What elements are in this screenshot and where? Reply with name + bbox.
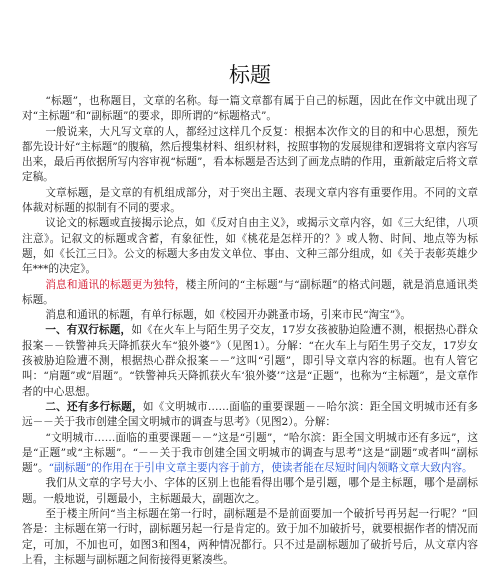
paragraph-genre-titles: 议论文的标题或直接揭示论点，如《反对自由主义》，或揭示文章内容，如《三大纪律，八项注意》。记叙文的标题或含蓄，有象征性，如《桃花是怎样开的？》或人物、时间、地点等为标题，如《长江三日》。公文的标题大多由发文单位、事由、文种三部分组成，如《关于表彰英雄少年***的决定》。 xyxy=(22,217,478,276)
section-heading-double-line: 一、有双行标题， xyxy=(45,324,132,337)
paragraph-title-role: 文章标题，是文章的有机组成部分，对于突出主题、表现文章内容有重要作用。不同的文章体裁对标题的拟制有不同的要求。 xyxy=(22,186,478,215)
section-heading-multi-line: 二、还有多行标题， xyxy=(45,400,143,413)
paragraph-breakdown xyxy=(22,431,478,477)
paragraph-intro: “标题”，也称题目，文章的名称。每一篇文章都有属于自己的标题，因此在作文中就出现了对“主标题”和“副标题”的要求，即所谓的“标题格式”。 xyxy=(22,95,478,123)
paragraph-single-line: 消息和通讯的标题，有单行标题，如《校园开办跳蚤市场，引来市民“淘宝”》。 xyxy=(45,309,412,322)
paragraph-font-size: 我们从文章的字号大小、字体的区别上也能看得出哪个是引题，哪个是主标题，哪个是副标题。一般地说，引题最小，主标题最大，副题次之。 xyxy=(22,477,478,505)
document-title: 标题 xyxy=(229,63,271,87)
paragraph-news-titles xyxy=(22,278,478,309)
paragraph-news-titles-rest: 楼主所问的“主标题”与“副标题”的格式问题，就是消息通讯类标题。 xyxy=(22,278,478,306)
paragraph-multi-line xyxy=(22,400,478,431)
highlight-blue-text: “副标题”的作用在于引申文章主要内容于前方，使读者能在尽短时间内领略文章大致内容。 xyxy=(48,462,473,475)
paragraph-dash-question: 至于楼主所问“当主标题在第一行时，副标题是不是前面要加一个破折号再另起一行呢？”回答是：主标题在第一行时，副标题另起一行是肯定的。致于加不加破折号，就要根据作者的情况而定，可加，不加也可，如图3和图4，两种情况都行。只不过是副标题加了破折号后，从文章内容上看，主标题与副标题之间衔接得更紧凑些。 xyxy=(22,508,478,566)
highlight-red-text: 消息和通讯的标题更为独特， xyxy=(45,278,186,291)
paragraph-double-line-rest: 如《在火车上与陌生男子交友，17岁女孩被胁迫险遭不测，根据热心群众报案－－铁警神兵天降抓获火车“狼外婆”》（见图1）。分解：“在火车上与陌生男子交友，17岁女孩被胁迫险遭不测，根据热心群众报案－－”这叫“引题”，即引导文章内容的标题。也有人管它叫：“肩题”或“眉题”。“铁警神兵天降抓获火车‘狼外婆’”这是“正题”，也称为“主标题”，是文章作者的中心思想。 xyxy=(22,324,479,398)
paragraph-multi-line-rest: 如《文明城市……面临的重要课题－－哈尔滨：距全国文明城市还有多远－－关于我市创建全国文明城市的调查与思考》（见图2）。分解： xyxy=(22,400,479,429)
paragraph-breakdown-text: “文明城市……面临的重要课题－－”这是“引题”，“哈尔滨：距全国文明城市还有多远”，这是“正题”或“主标题”。“－－关于我市创建全国文明城市的调查与思考”这是“副题”或者叫“副标题”。 xyxy=(22,431,478,475)
paragraph-writing-process: 一般说来，大凡写文章的人，都经过这样几个反复：根据本次作文的目的和中心思想，预先都先设计好“主标题”的腹稿，然后搜集材料、组织材料，按照事物的发展规律和逻辑将文章内容写出来，最后再依据所写内容审视“标题”，看本标题是否达到了画龙点睛的作用，重新敲定后将文章定稿。 xyxy=(22,125,478,184)
paragraph-double-line xyxy=(22,323,478,399)
